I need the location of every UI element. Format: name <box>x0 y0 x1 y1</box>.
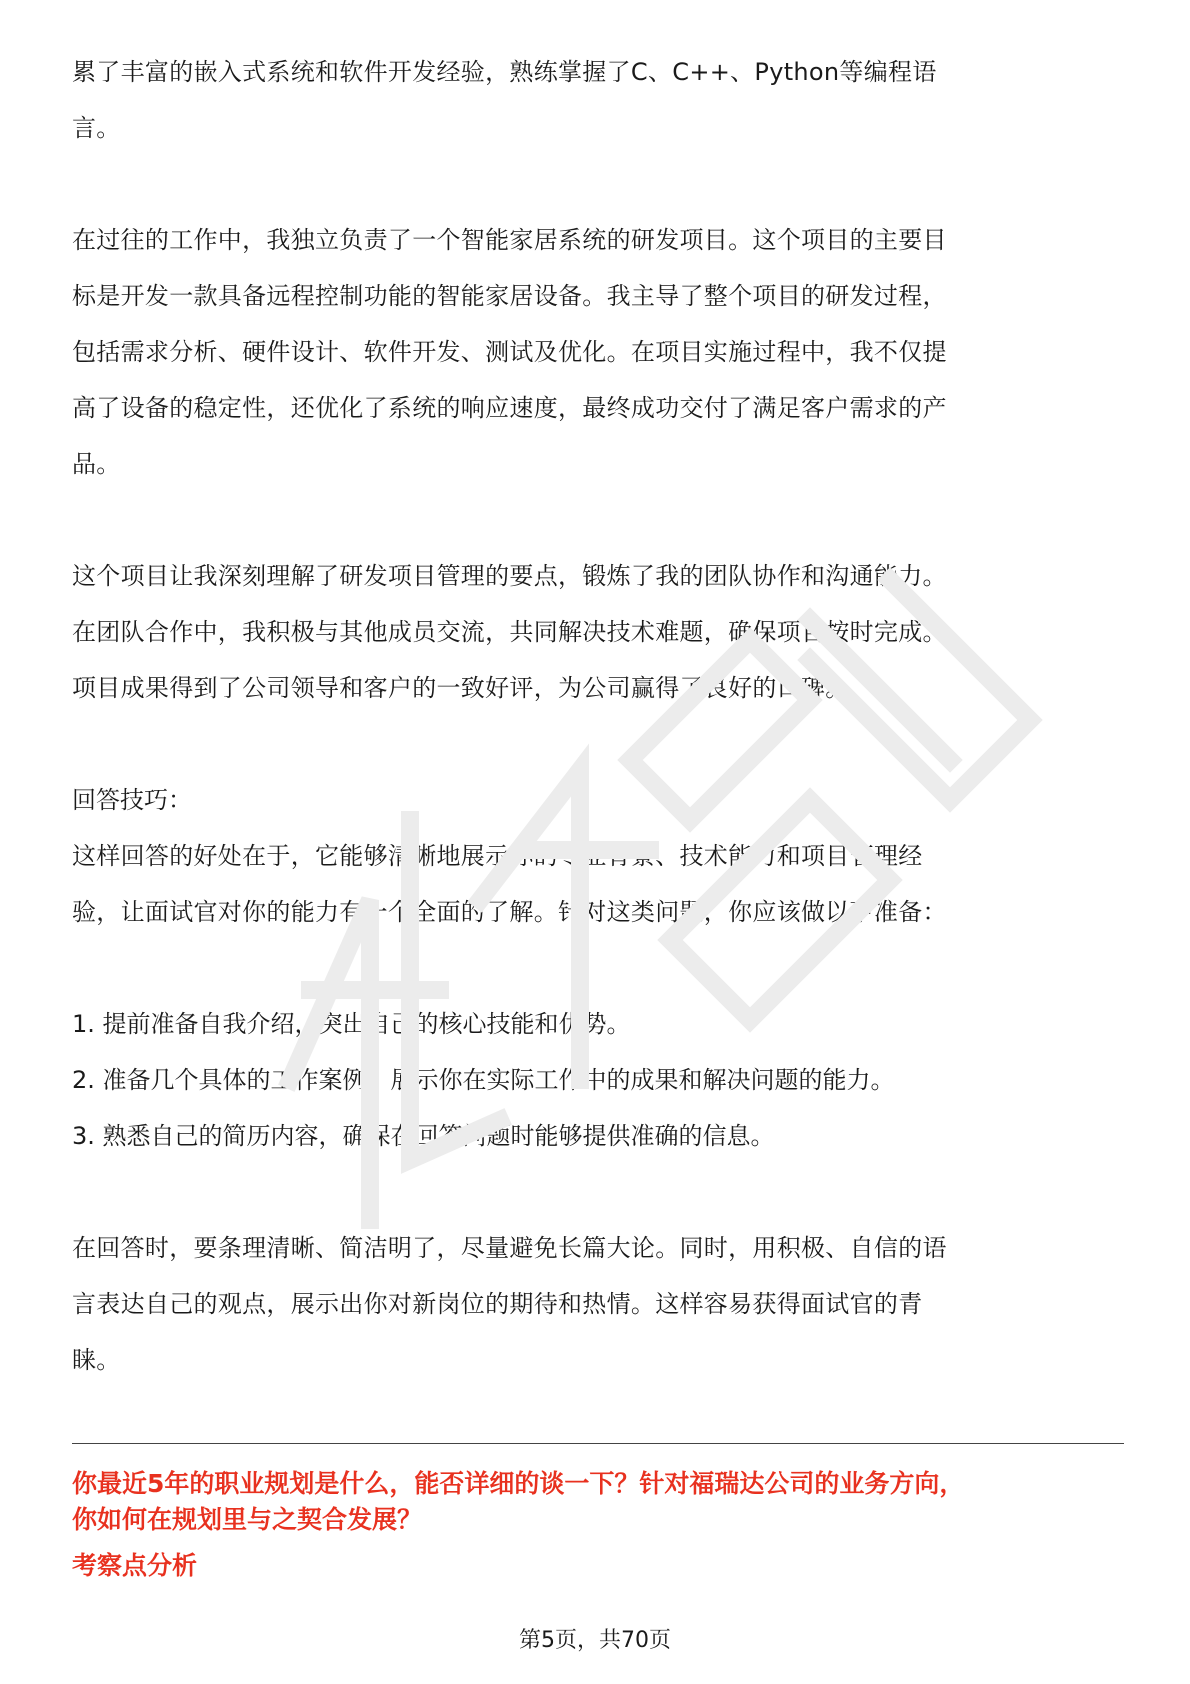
text-line: 包括需求分析、硬件设计、软件开发、测试及优化。在项目实施过程中，我不仅提 <box>72 338 947 366</box>
paragraph-advice <box>72 1220 1132 1388</box>
text-line: 在团队合作中，我积极与其他成员交流，共同解决技术难题，确保项目按时完成。 <box>72 618 947 646</box>
text-line: 项目成果得到了公司领导和客户的一致好评，为公司赢得了良好的口碑。 <box>72 674 850 702</box>
text-line: 标是开发一款具备远程控制功能的智能家居设备。我主导了整个项目的研发过程， <box>72 282 947 310</box>
paragraph-teamwork <box>72 548 1132 716</box>
list-item: 1. 提前准备自我介绍，突出自己的核心技能和优势。 <box>72 1010 631 1038</box>
text-line: 高了设备的稳定性，还优化了系统的响应速度，最终成功交付了满足客户需求的产 <box>72 394 947 422</box>
page-number: 第5页，共70页 <box>519 1628 671 1653</box>
paragraph-tips <box>72 828 1132 940</box>
text-line: 言表达自己的观点，展示出你对新岗位的期待和热情。这样容易获得面试官的青 <box>72 1290 923 1318</box>
text-line: 验，让面试官对你的能力有一个全面的了解。针对这类问题，你应该做以下准备： <box>72 898 947 926</box>
preparation-list <box>72 996 1132 1164</box>
list-item: 3. 熟悉自己的简历内容，确保在回答问题时能够提供准确的信息。 <box>72 1122 775 1150</box>
text-line: 言。 <box>72 114 121 142</box>
document-body <box>72 44 1132 1388</box>
question-line: 你最近5年的职业规划是什么，能否详细的谈一下？针对福瑞达公司的业务方向， <box>72 1469 965 1498</box>
paragraph-project <box>72 212 1132 492</box>
text-line: 这样回答的好处在于，它能够清晰地展示你的专业背景、技术能力和项目管理经 <box>72 842 923 870</box>
interview-question <box>72 1466 1132 1538</box>
question-line: 你如何在规划里与之契合发展？ <box>72 1505 423 1534</box>
list-item: 2. 准备几个具体的工作案例，展示你在实际工作中的成果和解决问题的能力。 <box>72 1066 895 1094</box>
tips-heading: 回答技巧： <box>72 786 192 814</box>
text-line: 累了丰富的嵌入式系统和软件开发经验，熟练掌握了C、C++、Python等编程语 <box>72 58 937 86</box>
paragraph-experience <box>72 44 1132 156</box>
text-line: 这个项目让我深刻理解了研发项目管理的要点，锻炼了我的团队协作和沟通能力。 <box>72 562 947 590</box>
text-line: 睐。 <box>72 1346 121 1374</box>
text-line: 品。 <box>72 450 121 478</box>
section-divider <box>72 1443 1124 1444</box>
text-line: 在回答时，要条理清晰、简洁明了，尽量避免长篇大论。同时，用积极、自信的语 <box>72 1234 947 1262</box>
analysis-heading: 考察点分析 <box>72 1551 198 1580</box>
text-line: 在过往的工作中，我独立负责了一个智能家居系统的研发项目。这个项目的主要目 <box>72 226 947 254</box>
